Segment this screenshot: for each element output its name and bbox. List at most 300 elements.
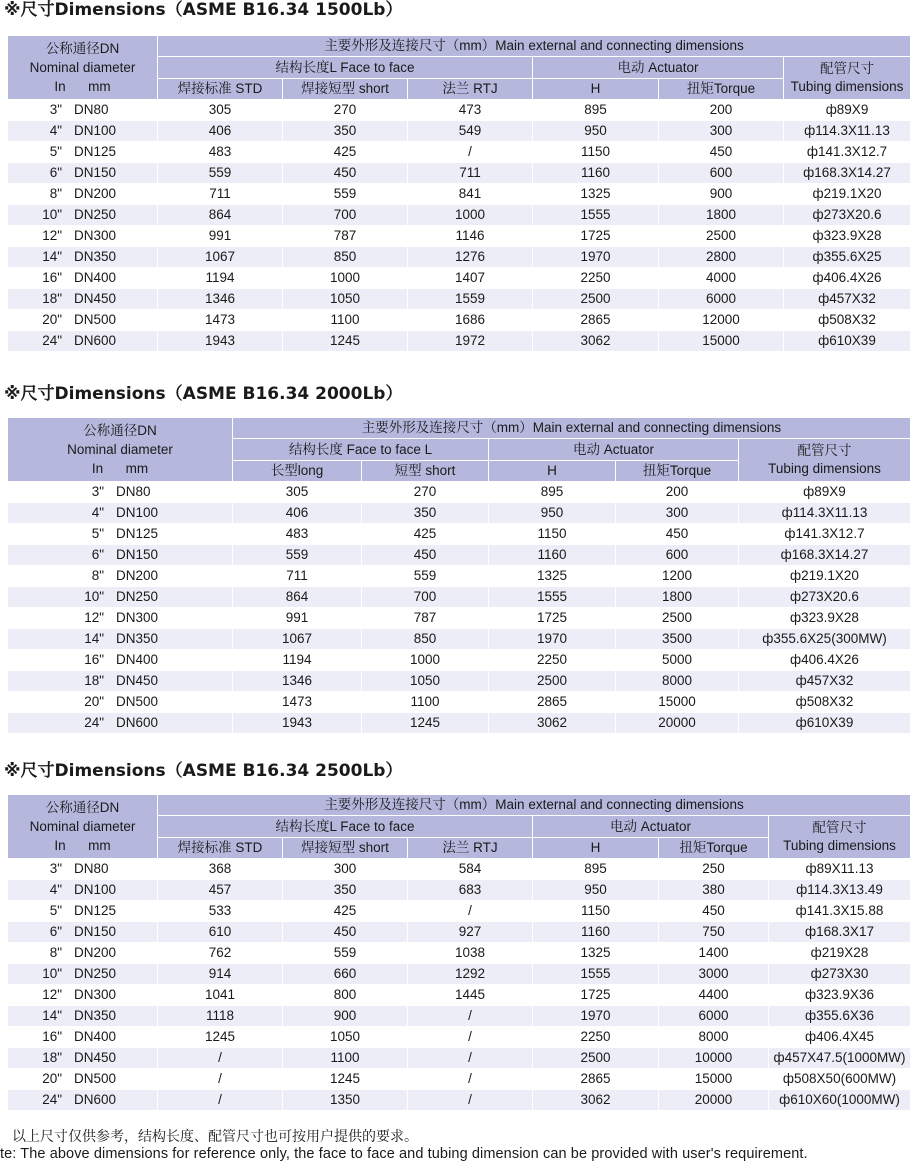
value-cell: 2500 (616, 608, 739, 629)
size-inch: 8" (49, 186, 62, 201)
size-cell (8, 859, 158, 880)
size-dn: DN125 (116, 526, 159, 541)
size-dn: DN350 (116, 631, 159, 646)
value-cell: 950 (533, 121, 659, 142)
value-cell: 1555 (489, 587, 616, 608)
size-dn: DN450 (116, 673, 159, 688)
value-cell: 15000 (659, 331, 784, 352)
value-cell: 895 (489, 482, 616, 503)
size-dn: DN600 (116, 715, 159, 730)
size-cell (8, 1027, 158, 1048)
value-cell: 8000 (659, 1027, 769, 1048)
face-to-face-header: 结构长度 Face to face L (233, 439, 489, 461)
tubing-cell: ф168.3X14.27 (784, 163, 911, 184)
size-inch: 20" (42, 1071, 62, 1086)
value-cell: 2500 (533, 1048, 659, 1069)
size-inch: 24" (42, 333, 62, 348)
size-cell (8, 503, 233, 524)
value-cell: 300 (616, 503, 739, 524)
col-header-std: 焊接标准 STD (158, 79, 283, 100)
tubing-header: 配管尺寸 Tubing dimensions (784, 57, 911, 100)
table-row (8, 247, 911, 268)
actuator-header: 电动 Actuator (533, 57, 784, 79)
table-row (8, 608, 911, 629)
size-inch: 14" (42, 1008, 62, 1023)
size-dn: DN500 (74, 1071, 117, 1086)
value-cell: 1970 (489, 629, 616, 650)
value-cell: 425 (283, 142, 408, 163)
value-cell: 711 (233, 566, 362, 587)
value-cell: 450 (283, 163, 408, 184)
value-cell: 20000 (659, 1090, 769, 1111)
size-inch: 20" (42, 312, 62, 327)
table-row (8, 482, 911, 503)
value-cell: 300 (659, 121, 784, 142)
tubing-cell: ф406.4X26 (784, 268, 911, 289)
value-cell: 368 (158, 859, 283, 880)
value-cell: 1100 (362, 692, 489, 713)
tubing-cell: ф141.3X12.7 (784, 142, 911, 163)
value-cell: 950 (489, 503, 616, 524)
table-row (8, 1027, 911, 1048)
size-cell (8, 1048, 158, 1069)
value-cell: 1555 (533, 205, 659, 226)
tubing-header: 配管尺寸 Tubing dimensions (739, 439, 911, 482)
size-dn: DN250 (116, 589, 159, 604)
value-cell: 1245 (362, 713, 489, 734)
size-dn: DN450 (74, 1050, 117, 1065)
tubing-cell: ф508X32 (739, 692, 911, 713)
value-cell: 2500 (533, 289, 659, 310)
value-cell: 1686 (408, 310, 533, 331)
table-row (8, 1090, 911, 1111)
value-cell: 3062 (533, 1090, 659, 1111)
size-cell (8, 226, 158, 247)
col-header-short: 焊接短型 short (283, 838, 408, 859)
value-cell: 1245 (283, 331, 408, 352)
value-cell: 6000 (659, 289, 784, 310)
size-dn: DN600 (74, 1092, 117, 1107)
value-cell: 1325 (533, 184, 659, 205)
value-cell: 895 (533, 100, 659, 121)
size-dn: DN150 (74, 924, 117, 939)
tubing-cell: ф89X9 (784, 100, 911, 121)
value-cell: 15000 (659, 1069, 769, 1090)
size-dn: DN80 (74, 861, 109, 876)
value-cell: 8000 (616, 671, 739, 692)
value-cell: / (408, 1048, 533, 1069)
value-cell: 1150 (533, 142, 659, 163)
value-cell: 300 (283, 859, 408, 880)
table-row (8, 503, 911, 524)
size-cell (8, 184, 158, 205)
size-cell (8, 268, 158, 289)
size-dn: DN500 (74, 312, 117, 327)
size-inch: 5" (49, 903, 62, 918)
size-inch: 4" (49, 123, 62, 138)
tubing-cell: ф141.3X12.7 (739, 524, 911, 545)
value-cell: 914 (158, 964, 283, 985)
value-cell: 483 (158, 142, 283, 163)
value-cell: 1473 (233, 692, 362, 713)
tubing-cell: ф323.9X28 (739, 608, 911, 629)
col-header-torque: 扭矩Torque (659, 79, 784, 100)
size-dn: DN80 (116, 484, 151, 499)
size-cell (8, 163, 158, 184)
value-cell: 600 (616, 545, 739, 566)
value-cell: 406 (158, 121, 283, 142)
col-header-rtj: 法兰 RTJ (408, 838, 533, 859)
size-dn: DN300 (74, 987, 117, 1002)
value-cell: 2250 (489, 650, 616, 671)
size-cell (8, 587, 233, 608)
size-inch: 14" (84, 631, 104, 646)
size-inch: 3" (49, 102, 62, 117)
size-inch: 3" (91, 484, 104, 499)
table-row (8, 331, 911, 352)
col-header-torque: 扭矩Torque (659, 838, 769, 859)
size-inch: 24" (42, 1092, 62, 1107)
size-cell (8, 566, 233, 587)
size-cell (8, 650, 233, 671)
size-cell (8, 310, 158, 331)
value-cell: 787 (362, 608, 489, 629)
tubing-cell: ф457X32 (739, 671, 911, 692)
tubing-cell: ф323.9X36 (769, 985, 911, 1006)
value-cell: 2865 (533, 1069, 659, 1090)
size-inch: 18" (42, 1050, 62, 1065)
value-cell: 1276 (408, 247, 533, 268)
dimensions-table-1500lb (7, 35, 911, 352)
value-cell: 683 (408, 880, 533, 901)
value-cell: 450 (362, 545, 489, 566)
value-cell: 787 (283, 226, 408, 247)
tubing-cell: ф168.3X17 (769, 922, 911, 943)
value-cell: 1970 (533, 1006, 659, 1027)
size-dn: DN150 (116, 547, 159, 562)
size-inch: 20" (84, 694, 104, 709)
value-cell: / (408, 1069, 533, 1090)
size-cell (8, 713, 233, 734)
size-inch: 16" (42, 270, 62, 285)
value-cell: 2500 (659, 226, 784, 247)
value-cell: 4000 (659, 268, 784, 289)
value-cell: 584 (408, 859, 533, 880)
value-cell: / (158, 1048, 283, 1069)
size-cell (8, 608, 233, 629)
value-cell: 1150 (533, 901, 659, 922)
tubing-cell: ф508X50(600MW) (769, 1069, 911, 1090)
nominal-diameter-header: 公称通径DN Nominal diameter In mm (8, 795, 158, 859)
value-cell: 900 (283, 1006, 408, 1027)
value-cell: 2865 (489, 692, 616, 713)
actuator-header: 电动 Actuator (489, 439, 739, 461)
value-cell: 1200 (616, 566, 739, 587)
value-cell: 12000 (659, 310, 784, 331)
value-cell: 1038 (408, 943, 533, 964)
value-cell: 711 (408, 163, 533, 184)
size-dn: DN80 (74, 102, 109, 117)
size-inch: 3" (49, 861, 62, 876)
size-dn: DN100 (74, 882, 117, 897)
tubing-cell: ф89X11.13 (769, 859, 911, 880)
size-dn: DN450 (74, 291, 117, 306)
section-title-2000lb: ※尺寸Dimensions（ASME B16.34 2000Lb） (4, 384, 403, 404)
value-cell: 1725 (533, 985, 659, 1006)
size-cell (8, 121, 158, 142)
value-cell: 991 (233, 608, 362, 629)
value-cell: 305 (233, 482, 362, 503)
value-cell: 3062 (489, 713, 616, 734)
size-cell (8, 692, 233, 713)
value-cell: 425 (362, 524, 489, 545)
value-cell: 750 (659, 922, 769, 943)
tubing-cell: ф457X32 (784, 289, 911, 310)
tubing-cell: ф508X32 (784, 310, 911, 331)
tubing-cell: ф114.3X11.13 (784, 121, 911, 142)
col-header-rtj: 法兰 RTJ (408, 79, 533, 100)
value-cell: 2800 (659, 247, 784, 268)
size-inch: 10" (84, 589, 104, 604)
value-cell: 1972 (408, 331, 533, 352)
value-cell: 450 (616, 524, 739, 545)
value-cell: / (158, 1069, 283, 1090)
tubing-cell: ф323.9X28 (784, 226, 911, 247)
value-cell: 270 (283, 100, 408, 121)
value-cell: 1194 (158, 268, 283, 289)
value-cell: 559 (283, 943, 408, 964)
col-header-torque: 扭矩Torque (616, 461, 739, 482)
size-cell (8, 142, 158, 163)
value-cell: 425 (283, 901, 408, 922)
value-cell: 1725 (489, 608, 616, 629)
main-dimensions-header: 主要外形及连接尺寸（mm）Main external and connecting dimensions (158, 795, 911, 816)
value-cell: / (408, 1006, 533, 1027)
size-dn: DN100 (116, 505, 159, 520)
tubing-cell: ф89X9 (739, 482, 911, 503)
size-inch: 16" (84, 652, 104, 667)
value-cell: 350 (283, 121, 408, 142)
table-row (8, 184, 911, 205)
value-cell: 2865 (533, 310, 659, 331)
size-inch: 18" (42, 291, 62, 306)
tubing-cell: ф141.3X15.88 (769, 901, 911, 922)
size-dn: DN400 (74, 1029, 117, 1044)
size-inch: 8" (49, 945, 62, 960)
value-cell: 1194 (233, 650, 362, 671)
size-dn: DN150 (74, 165, 117, 180)
value-cell: 1000 (408, 205, 533, 226)
main-dimensions-header: 主要外形及连接尺寸（mm）Main external and connecting dimensions (158, 36, 911, 57)
size-dn: DN300 (116, 610, 159, 625)
value-cell: 4400 (659, 985, 769, 1006)
value-cell: 1445 (408, 985, 533, 1006)
value-cell: 800 (283, 985, 408, 1006)
value-cell: 1473 (158, 310, 283, 331)
size-inch: 5" (91, 526, 104, 541)
value-cell: 450 (659, 142, 784, 163)
value-cell: 1067 (158, 247, 283, 268)
section-title-2500lb: ※尺寸Dimensions（ASME B16.34 2500Lb） (4, 761, 403, 781)
size-cell (8, 671, 233, 692)
value-cell: 1150 (489, 524, 616, 545)
value-cell: 1118 (158, 1006, 283, 1027)
table-row (8, 205, 911, 226)
value-cell: 2250 (533, 1027, 659, 1048)
value-cell: 2250 (533, 268, 659, 289)
size-cell (8, 482, 233, 503)
value-cell: 895 (533, 859, 659, 880)
face-to-face-header: 结构长度L Face to face (158, 816, 533, 838)
value-cell: 200 (616, 482, 739, 503)
main-dimensions-header: 主要外形及连接尺寸（mm）Main external and connecting dimensions (233, 418, 911, 439)
value-cell: 700 (362, 587, 489, 608)
size-inch: 18" (84, 673, 104, 688)
value-cell: 350 (362, 503, 489, 524)
value-cell: 660 (283, 964, 408, 985)
value-cell: 610 (158, 922, 283, 943)
value-cell: 3500 (616, 629, 739, 650)
size-inch: 24" (84, 715, 104, 730)
value-cell: 1943 (158, 331, 283, 352)
dimensions-table-2000lb (7, 417, 911, 734)
size-cell (8, 205, 158, 226)
value-cell: 270 (362, 482, 489, 503)
tubing-cell: ф273X20.6 (739, 587, 911, 608)
value-cell: 1245 (158, 1027, 283, 1048)
value-cell: 483 (233, 524, 362, 545)
value-cell: 15000 (616, 692, 739, 713)
value-cell: 1041 (158, 985, 283, 1006)
size-cell (8, 524, 233, 545)
size-dn: DN100 (74, 123, 117, 138)
value-cell: 1292 (408, 964, 533, 985)
value-cell: 1067 (233, 629, 362, 650)
size-dn: DN200 (116, 568, 159, 583)
value-cell: 1346 (158, 289, 283, 310)
value-cell: 10000 (659, 1048, 769, 1069)
value-cell: / (408, 901, 533, 922)
size-inch: 6" (49, 924, 62, 939)
size-dn: DN350 (74, 1008, 117, 1023)
tubing-cell: ф355.6X25(300MW) (739, 629, 911, 650)
table-row (8, 1006, 911, 1027)
size-cell (8, 943, 158, 964)
tubing-cell: ф273X20.6 (784, 205, 911, 226)
value-cell: 200 (659, 100, 784, 121)
tubing-cell: ф219.1X20 (784, 184, 911, 205)
value-cell: 559 (283, 184, 408, 205)
tubing-cell: ф406.4X26 (739, 650, 911, 671)
value-cell: 473 (408, 100, 533, 121)
size-dn: DN200 (74, 945, 117, 960)
size-inch: 8" (91, 568, 104, 583)
size-dn: DN400 (74, 270, 117, 285)
tubing-cell: ф610X39 (784, 331, 911, 352)
tubing-cell: ф457X47.5(1000MW) (769, 1048, 911, 1069)
value-cell: 1050 (362, 671, 489, 692)
value-cell: 850 (362, 629, 489, 650)
value-cell: / (408, 1090, 533, 1111)
table-row (8, 121, 911, 142)
value-cell: 1325 (533, 943, 659, 964)
value-cell: 1325 (489, 566, 616, 587)
value-cell: 600 (659, 163, 784, 184)
value-cell: 1000 (283, 268, 408, 289)
tubing-cell: ф114.3X11.13 (739, 503, 911, 524)
table-row (8, 713, 911, 734)
size-inch: 12" (84, 610, 104, 625)
value-cell: 5000 (616, 650, 739, 671)
size-inch: 6" (91, 547, 104, 562)
tubing-cell: ф610X60(1000MW) (769, 1090, 911, 1111)
nominal-diameter-header: 公称通径DN Nominal diameter In mm (8, 418, 233, 482)
value-cell: 1100 (283, 310, 408, 331)
col-header-short: 焊接短型 short (283, 79, 408, 100)
table-row (8, 163, 911, 184)
value-cell: 559 (233, 545, 362, 566)
value-cell: 549 (408, 121, 533, 142)
size-inch: 12" (42, 228, 62, 243)
value-cell: 380 (659, 880, 769, 901)
col-header-short: 短型 short (362, 461, 489, 482)
table-row (8, 566, 911, 587)
table-row (8, 587, 911, 608)
value-cell: 1555 (533, 964, 659, 985)
tubing-cell: ф114.3X13.49 (769, 880, 911, 901)
size-inch: 4" (91, 505, 104, 520)
size-cell (8, 1006, 158, 1027)
table-row (8, 524, 911, 545)
value-cell: 762 (158, 943, 283, 964)
value-cell: 20000 (616, 713, 739, 734)
tubing-cell: ф406.4X45 (769, 1027, 911, 1048)
size-dn: DN125 (74, 144, 117, 159)
dimensions-table-2500lb (7, 794, 911, 1111)
size-cell (8, 100, 158, 121)
table-row (8, 901, 911, 922)
tubing-cell: ф219.1X20 (739, 566, 911, 587)
value-cell: 1350 (283, 1090, 408, 1111)
value-cell: 559 (158, 163, 283, 184)
value-cell: 900 (659, 184, 784, 205)
size-dn: DN250 (74, 966, 117, 981)
col-header-std: 焊接标准 STD (158, 838, 283, 859)
table-row (8, 226, 911, 247)
tubing-cell: ф355.6X36 (769, 1006, 911, 1027)
section-title-1500lb: ※尺寸Dimensions（ASME B16.34 1500Lb） (4, 0, 403, 20)
tubing-cell: ф610X39 (739, 713, 911, 734)
size-dn: DN250 (74, 207, 117, 222)
tubing-header: 配管尺寸 Tubing dimensions (769, 816, 911, 859)
value-cell: 6000 (659, 1006, 769, 1027)
value-cell: 1800 (616, 587, 739, 608)
value-cell: / (408, 1027, 533, 1048)
tubing-cell: ф355.6X25 (784, 247, 911, 268)
note-chinese: 以上尺寸仅供参考，结构长度、配管尺寸也可按用户提供的要求。 (12, 1129, 418, 1145)
table-row (8, 964, 911, 985)
nominal-diameter-header: 公称通径DN Nominal diameter In mm (8, 36, 158, 100)
table-row (8, 310, 911, 331)
table-row (8, 289, 911, 310)
col-header-h: H (533, 838, 659, 859)
value-cell: 1100 (283, 1048, 408, 1069)
size-cell (8, 247, 158, 268)
col-header-long: 长型long (233, 461, 362, 482)
value-cell: 1800 (659, 205, 784, 226)
tubing-cell: ф219X28 (769, 943, 911, 964)
size-cell (8, 289, 158, 310)
